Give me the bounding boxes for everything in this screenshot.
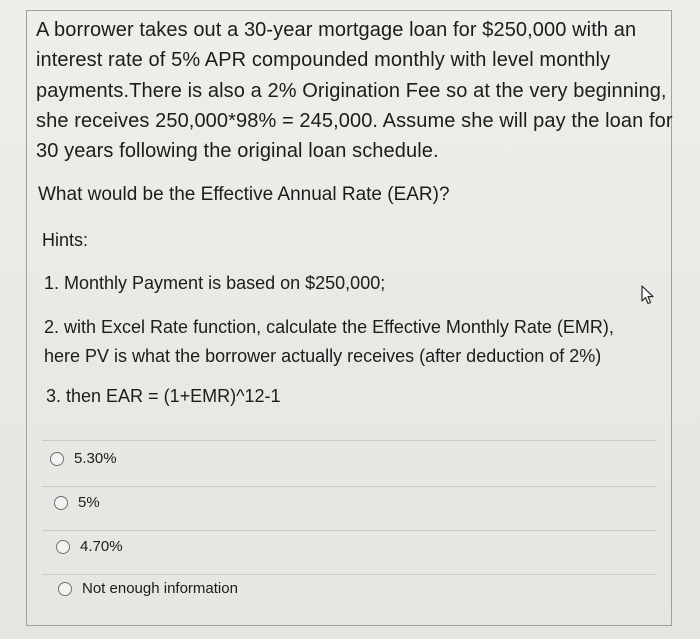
options-divider-top [42,440,656,441]
mouse-pointer-icon [640,285,656,305]
radio-button-icon[interactable] [54,496,68,510]
options-divider-2 [42,530,656,531]
radio-button-icon[interactable] [50,452,64,466]
question-line-5: 30 years following the original loan schedule. [36,140,439,162]
hint-2-continued: here PV is what the borrower actually receives (after deduction of 2%) [44,346,602,366]
hint-1: 1. Monthly Payment is based on $250,000; [44,273,386,293]
answer-option-3[interactable] [56,535,123,559]
question-line-3: payments.There is also a 2% Origination Fee so at the very beginning, [36,80,667,102]
answer-option-label: 5.30% [74,450,117,467]
options-divider-1 [42,486,656,487]
radio-button-icon[interactable] [58,582,72,596]
question-line-4: she receives 250,000*98% = 245,000. Assume she will pay the loan for [36,110,673,132]
answer-option-label: Not enough information [82,580,238,597]
question-line-2: interest rate of 5% APR compounded monthly with level monthly [36,49,611,71]
radio-button-icon[interactable] [56,540,70,554]
options-divider-3 [42,574,656,575]
hint-2: 2. with Excel Rate function, calculate the Effective Monthly Rate (EMR), [44,317,614,337]
hints-heading: Hints: [42,230,89,250]
question-prompt: What would be the Effective Annual Rate (EAR)? [38,184,450,205]
answer-option-label: 5% [78,494,100,511]
answer-option-1[interactable] [50,447,117,471]
hint-3: 3. then EAR = (1+EMR)^12-1 [46,386,281,406]
answer-option-2[interactable] [54,491,100,515]
answer-option-label: 4.70% [80,538,123,555]
question-line-1: A borrower takes out a 30-year mortgage loan for $250,000 with an [36,19,637,41]
answer-option-4[interactable] [58,577,238,601]
